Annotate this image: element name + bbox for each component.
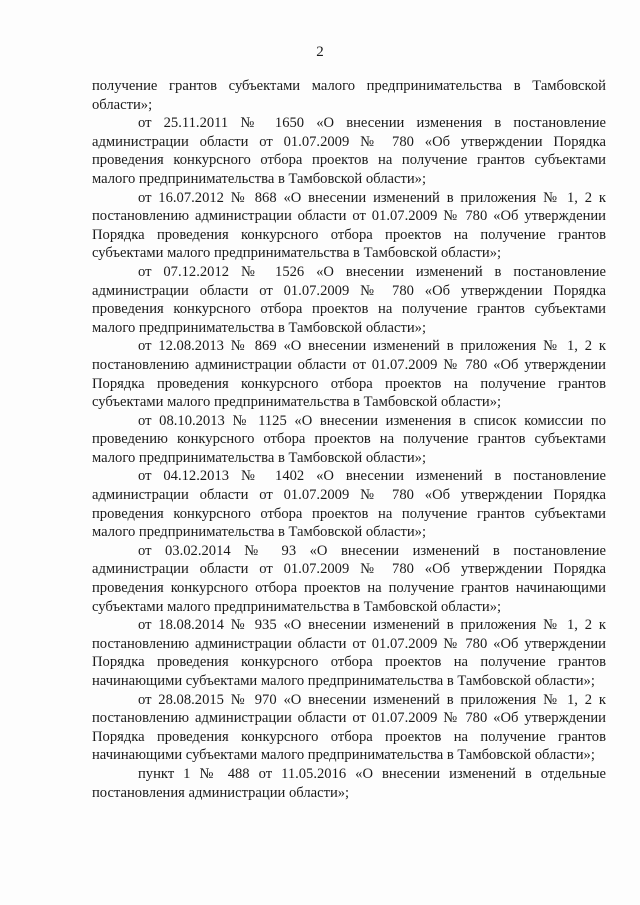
paragraph: от 04.12.2013 № 1402 «О внесении изменений в постановление администрации области от 01.07.2009 № 780 «Об утверждении Порядка проведения конкурсного отбора проектов на получение грантов субъектами малого предпринимательства в Тамбовской области»; [92, 468, 606, 541]
paragraph: от 03.02.2014 № 93 «О внесении изменений в постановление администрации области от 01.07.2009 № 780 «Об утверждении Порядка проведения конкурсного отбора проектов на получение грантов начинающими субъектами малого предпринимательства в Тамбовской области»; [92, 542, 606, 615]
paragraph: от 28.08.2015 № 970 «О внесении изменений в приложения № 1, 2 к постановлению администрации области от 01.07.2009 № 780 «Об утверждении Порядка проведения конкурсного отбора проектов на получение грантов начинающими субъектами малого предпринимательства в Тамбовской области»; [92, 691, 606, 764]
paragraph: от 18.08.2014 № 935 «О внесении изменений в приложения № 1, 2 к постановлению администрации области от 01.07.2009 № 780 «Об утверждении Порядка проведения конкурсного отбора проектов на получение грантов начинающими субъектами малого предпринимательства в Тамбовской области»; [92, 617, 606, 689]
paragraph: от 25.11.2011 № 1650 «О внесении изменения в постановление администрации области от 01.07.2009 № 780 «Об утверждении Порядка проведения конкурсного отбора проектов на получение грантов субъектами малого предпринимательства в Тамбовской области»; [92, 115, 606, 187]
paragraph: от 12.08.2013 № 869 «О внесении изменений в приложения № 1, 2 к постановлению администрации области от 01.07.2009 № 780 «Об утверждении Порядка проведения конкурсного отбора проектов на получение грантов субъектами малого предпринимательства в Тамбовской области»; [92, 338, 606, 411]
paragraph: от 16.07.2012 № 868 «О внесении изменений в приложения № 1, 2 к постановлению администрации области от 01.07.2009 № 780 «Об утверждении Порядка проведения конкурсного отбора проектов на получение грантов субъектами малого предпринимательства в Тамбовской области»; [92, 189, 606, 262]
paragraph: от 07.12.2012 № 1526 «О внесении изменений в постановление администрации области от 01.07.2009 № 780 «Об утверждении Порядка проведения конкурсного отбора проектов на получение грантов субъектами малого предпринимательства в Тамбовской области»; [92, 263, 606, 336]
paragraph: пункт 1 № 488 от 11.05.2016 «О внесении изменений в отдельные постановления администрации области»; [92, 765, 606, 801]
page-number: 2 [316, 44, 324, 60]
paragraph: получение грантов субъектами малого предпринимательства в Тамбовской области»; [92, 78, 606, 113]
paragraph: от 08.10.2013 № 1125 «О внесении изменения в список комиссии по проведению конкурсного отбора проектов на получение грантов субъектами малого предпринимательства в Тамбовской области»; [92, 412, 606, 466]
document-body [92, 77, 606, 802]
